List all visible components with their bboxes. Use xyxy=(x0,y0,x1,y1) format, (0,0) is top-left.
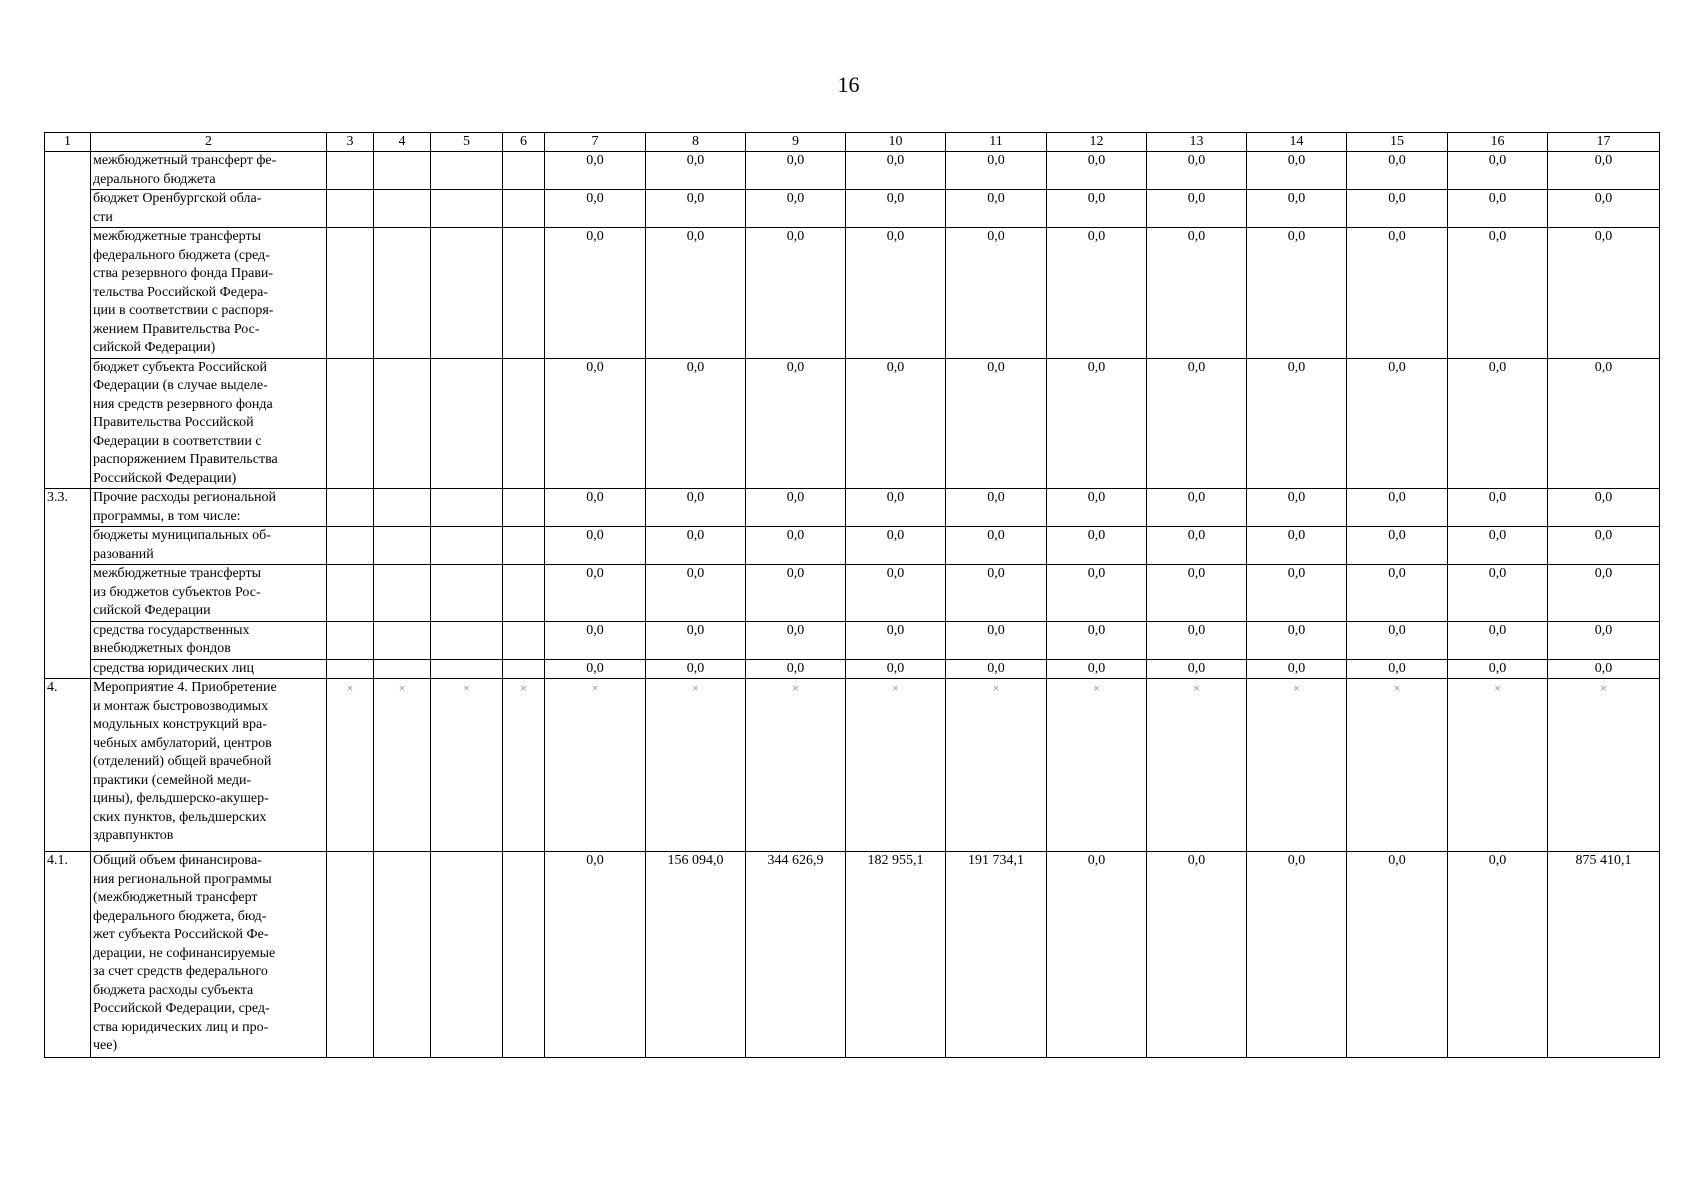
value-cell xyxy=(431,152,503,190)
column-header: 17 xyxy=(1548,133,1660,152)
value-cell: 0,0 xyxy=(1548,659,1660,679)
row-label: межбюджетные трансферты из бюджетов субъектов Рос- сийской Федерации xyxy=(91,565,327,622)
value-cell: 0,0 xyxy=(545,228,646,359)
value-cell xyxy=(327,190,374,228)
value-cell: 0,0 xyxy=(1247,852,1347,1058)
value-cell xyxy=(327,659,374,679)
value-cell: 0,0 xyxy=(1047,190,1147,228)
row-label: средства юридических лиц xyxy=(91,659,327,679)
value-cell: 0,0 xyxy=(1047,527,1147,565)
value-cell: 0,0 xyxy=(1347,621,1448,659)
column-header: 12 xyxy=(1047,133,1147,152)
value-cell: 0,0 xyxy=(1448,852,1548,1058)
value-cell: 0,0 xyxy=(1247,527,1347,565)
value-cell: 0,0 xyxy=(1347,190,1448,228)
value-cell: 0,0 xyxy=(1147,527,1247,565)
row-label: бюджет субъекта Российской Федерации (в случае выделе- ния средств резервного фонда Правительства Российской Федерации в соответствии с распоряжением Правительства Российской Федерации) xyxy=(91,358,327,489)
value-cell: 0,0 xyxy=(1147,852,1247,1058)
value-cell: 0,0 xyxy=(646,565,746,622)
value-cell: 0,0 xyxy=(1347,228,1448,359)
table-row xyxy=(45,659,1660,679)
header-row xyxy=(45,133,1660,152)
page-number: 16 xyxy=(837,72,860,97)
not-applicable-mark: × xyxy=(1247,679,1347,852)
value-cell xyxy=(431,228,503,359)
value-cell xyxy=(327,565,374,622)
value-cell: 0,0 xyxy=(1147,358,1247,489)
column-header: 15 xyxy=(1347,133,1448,152)
value-cell: 0,0 xyxy=(1548,152,1660,190)
value-cell xyxy=(327,852,374,1058)
value-cell: 0,0 xyxy=(946,659,1047,679)
value-cell: 0,0 xyxy=(846,228,946,359)
value-cell: 0,0 xyxy=(846,659,946,679)
value-cell: 0,0 xyxy=(545,358,646,489)
value-cell: 0,0 xyxy=(1548,527,1660,565)
value-cell: 0,0 xyxy=(846,358,946,489)
not-applicable-mark: × xyxy=(503,679,545,852)
value-cell: 0,0 xyxy=(1047,565,1147,622)
value-cell xyxy=(374,659,431,679)
value-cell: 0,0 xyxy=(746,621,846,659)
value-cell xyxy=(431,621,503,659)
value-cell: 0,0 xyxy=(1247,190,1347,228)
column-header: 6 xyxy=(503,133,545,152)
value-cell xyxy=(431,852,503,1058)
value-cell: 0,0 xyxy=(1448,152,1548,190)
value-cell: 0,0 xyxy=(1347,659,1448,679)
not-applicable-mark: × xyxy=(646,679,746,852)
value-cell: 0,0 xyxy=(846,565,946,622)
not-applicable-mark: × xyxy=(1548,679,1660,852)
value-cell: 0,0 xyxy=(646,152,746,190)
value-cell: 0,0 xyxy=(646,659,746,679)
value-cell xyxy=(503,228,545,359)
value-cell: 0,0 xyxy=(1147,659,1247,679)
not-applicable-mark: × xyxy=(746,679,846,852)
value-cell: 182 955,1 xyxy=(846,852,946,1058)
column-header: 10 xyxy=(846,133,946,152)
value-cell: 0,0 xyxy=(646,527,746,565)
value-cell xyxy=(374,358,431,489)
value-cell: 875 410,1 xyxy=(1548,852,1660,1058)
value-cell: 344 626,9 xyxy=(746,852,846,1058)
value-cell: 0,0 xyxy=(746,190,846,228)
value-cell: 0,0 xyxy=(846,527,946,565)
value-cell: 0,0 xyxy=(1347,489,1448,527)
value-cell: 0,0 xyxy=(545,190,646,228)
value-cell xyxy=(431,190,503,228)
value-cell: 0,0 xyxy=(1247,659,1347,679)
value-cell: 0,0 xyxy=(946,489,1047,527)
value-cell xyxy=(503,358,545,489)
value-cell: 0,0 xyxy=(1548,565,1660,622)
value-cell: 0,0 xyxy=(1548,621,1660,659)
value-cell: 0,0 xyxy=(646,228,746,359)
column-header: 3 xyxy=(327,133,374,152)
value-cell: 0,0 xyxy=(1147,228,1247,359)
value-cell: 0,0 xyxy=(1247,565,1347,622)
value-cell: 0,0 xyxy=(646,489,746,527)
value-cell: 0,0 xyxy=(545,489,646,527)
value-cell: 0,0 xyxy=(1548,358,1660,489)
value-cell: 0,0 xyxy=(946,190,1047,228)
column-header: 16 xyxy=(1448,133,1548,152)
not-applicable-mark: × xyxy=(1448,679,1548,852)
not-applicable-mark: × xyxy=(846,679,946,852)
table-row xyxy=(45,228,1660,359)
value-cell: 0,0 xyxy=(1247,489,1347,527)
column-header: 1 xyxy=(45,133,91,152)
value-cell: 156 094,0 xyxy=(646,852,746,1058)
value-cell: 0,0 xyxy=(1247,228,1347,359)
value-cell xyxy=(374,190,431,228)
value-cell: 0,0 xyxy=(545,565,646,622)
column-header: 5 xyxy=(431,133,503,152)
value-cell xyxy=(374,565,431,622)
value-cell: 0,0 xyxy=(1047,489,1147,527)
value-cell: 0,0 xyxy=(646,190,746,228)
value-cell xyxy=(327,489,374,527)
table-row xyxy=(45,527,1660,565)
table-row xyxy=(45,489,1660,527)
value-cell: 0,0 xyxy=(946,621,1047,659)
value-cell: 0,0 xyxy=(946,527,1047,565)
row-index: 4. xyxy=(45,679,91,852)
row-index xyxy=(45,152,91,489)
row-index: 4.1. xyxy=(45,852,91,1058)
table-row xyxy=(45,852,1660,1058)
value-cell xyxy=(374,489,431,527)
table-row xyxy=(45,679,1660,852)
value-cell: 0,0 xyxy=(946,358,1047,489)
row-label: Общий объем финансирова- ния региональной программы (межбюджетный трансферт федерального бюджета, бюд- жет субъекта Российской Фе- дерации, не софинансируемые за счет средств федерального бюджета расходы субъекта Российской Федерации, сред- ства юридических лиц и про- чее) xyxy=(91,852,327,1058)
value-cell: 191 734,1 xyxy=(946,852,1047,1058)
value-cell: 0,0 xyxy=(746,565,846,622)
value-cell: 0,0 xyxy=(1548,190,1660,228)
row-label: межбюджетный трансферт фе- дерального бюджета xyxy=(91,152,327,190)
value-cell: 0,0 xyxy=(846,152,946,190)
value-cell xyxy=(327,152,374,190)
row-label: Прочие расходы региональной программы, в том числе: xyxy=(91,489,327,527)
value-cell xyxy=(503,659,545,679)
value-cell: 0,0 xyxy=(946,565,1047,622)
value-cell: 0,0 xyxy=(1448,527,1548,565)
value-cell: 0,0 xyxy=(746,228,846,359)
value-cell xyxy=(374,621,431,659)
value-cell: 0,0 xyxy=(1147,621,1247,659)
value-cell: 0,0 xyxy=(1047,228,1147,359)
value-cell xyxy=(503,190,545,228)
value-cell: 0,0 xyxy=(1548,489,1660,527)
value-cell: 0,0 xyxy=(1247,358,1347,489)
value-cell: 0,0 xyxy=(545,152,646,190)
value-cell: 0,0 xyxy=(1347,565,1448,622)
value-cell: 0,0 xyxy=(846,489,946,527)
value-cell xyxy=(431,527,503,565)
row-label: бюджеты муниципальных об- разований xyxy=(91,527,327,565)
not-applicable-mark: × xyxy=(1347,679,1448,852)
value-cell: 0,0 xyxy=(1347,152,1448,190)
value-cell: 0,0 xyxy=(1147,489,1247,527)
value-cell: 0,0 xyxy=(545,527,646,565)
not-applicable-mark: × xyxy=(1147,679,1247,852)
not-applicable-mark: × xyxy=(946,679,1047,852)
value-cell: 0,0 xyxy=(746,527,846,565)
column-header: 4 xyxy=(374,133,431,152)
value-cell xyxy=(431,489,503,527)
value-cell: 0,0 xyxy=(946,152,1047,190)
value-cell: 0,0 xyxy=(1247,621,1347,659)
table-row xyxy=(45,190,1660,228)
column-header: 14 xyxy=(1247,133,1347,152)
value-cell xyxy=(327,358,374,489)
value-cell: 0,0 xyxy=(1147,152,1247,190)
value-cell: 0,0 xyxy=(1047,152,1147,190)
column-header: 2 xyxy=(91,133,327,152)
value-cell: 0,0 xyxy=(545,621,646,659)
value-cell: 0,0 xyxy=(1448,489,1548,527)
table-row xyxy=(45,152,1660,190)
value-cell: 0,0 xyxy=(746,659,846,679)
value-cell xyxy=(374,527,431,565)
value-cell: 0,0 xyxy=(846,621,946,659)
column-header: 11 xyxy=(946,133,1047,152)
value-cell xyxy=(503,621,545,659)
not-applicable-mark: × xyxy=(374,679,431,852)
column-header: 8 xyxy=(646,133,746,152)
value-cell: 0,0 xyxy=(1448,659,1548,679)
value-cell: 0,0 xyxy=(1347,527,1448,565)
value-cell: 0,0 xyxy=(1147,190,1247,228)
value-cell: 0,0 xyxy=(1448,190,1548,228)
row-index: 3.3. xyxy=(45,489,91,679)
column-header: 9 xyxy=(746,133,846,152)
value-cell: 0,0 xyxy=(1147,565,1247,622)
value-cell: 0,0 xyxy=(1047,852,1147,1058)
not-applicable-mark: × xyxy=(327,679,374,852)
value-cell: 0,0 xyxy=(746,152,846,190)
column-header: 13 xyxy=(1147,133,1247,152)
value-cell xyxy=(327,527,374,565)
value-cell xyxy=(503,527,545,565)
value-cell xyxy=(327,228,374,359)
value-cell: 0,0 xyxy=(1047,659,1147,679)
value-cell xyxy=(503,152,545,190)
row-label: Мероприятие 4. Приобретение и монтаж быстровозводимых модульных конструкций вра- чебных амбулаторий, центров (отделений) общей врачебной практики (семейной меди- цины), фельдшерско-акушер- ских пунктов, фельдшерских здравпунктов xyxy=(91,679,327,852)
value-cell: 0,0 xyxy=(1047,621,1147,659)
value-cell: 0,0 xyxy=(1448,358,1548,489)
value-cell xyxy=(503,565,545,622)
value-cell xyxy=(503,489,545,527)
value-cell xyxy=(503,852,545,1058)
table-row xyxy=(45,565,1660,622)
value-cell xyxy=(431,358,503,489)
value-cell: 0,0 xyxy=(545,659,646,679)
value-cell: 0,0 xyxy=(1347,358,1448,489)
value-cell: 0,0 xyxy=(846,190,946,228)
table-row xyxy=(45,621,1660,659)
row-label: межбюджетные трансферты федерального бюджета (сред- ства резервного фонда Прави- тельства Российской Федера- ции в соответствии с распоря- жением Правительства Рос- сийской Федерации) xyxy=(91,228,327,359)
row-label: средства государственных внебюджетных фондов xyxy=(91,621,327,659)
value-cell xyxy=(374,228,431,359)
value-cell: 0,0 xyxy=(545,852,646,1058)
row-label: бюджет Оренбургской обла- сти xyxy=(91,190,327,228)
value-cell xyxy=(374,852,431,1058)
value-cell: 0,0 xyxy=(746,489,846,527)
not-applicable-mark: × xyxy=(545,679,646,852)
value-cell: 0,0 xyxy=(1448,621,1548,659)
value-cell: 0,0 xyxy=(1548,228,1660,359)
value-cell xyxy=(327,621,374,659)
value-cell: 0,0 xyxy=(1047,358,1147,489)
value-cell: 0,0 xyxy=(946,228,1047,359)
value-cell xyxy=(374,152,431,190)
not-applicable-mark: × xyxy=(431,679,503,852)
value-cell: 0,0 xyxy=(746,358,846,489)
value-cell: 0,0 xyxy=(1347,852,1448,1058)
value-cell xyxy=(431,565,503,622)
value-cell: 0,0 xyxy=(1247,152,1347,190)
column-header: 7 xyxy=(545,133,646,152)
value-cell: 0,0 xyxy=(1448,565,1548,622)
value-cell: 0,0 xyxy=(646,621,746,659)
value-cell xyxy=(431,659,503,679)
table-row xyxy=(45,358,1660,489)
financing-table xyxy=(44,132,1660,1058)
not-applicable-mark: × xyxy=(1047,679,1147,852)
value-cell: 0,0 xyxy=(1448,228,1548,359)
value-cell: 0,0 xyxy=(646,358,746,489)
